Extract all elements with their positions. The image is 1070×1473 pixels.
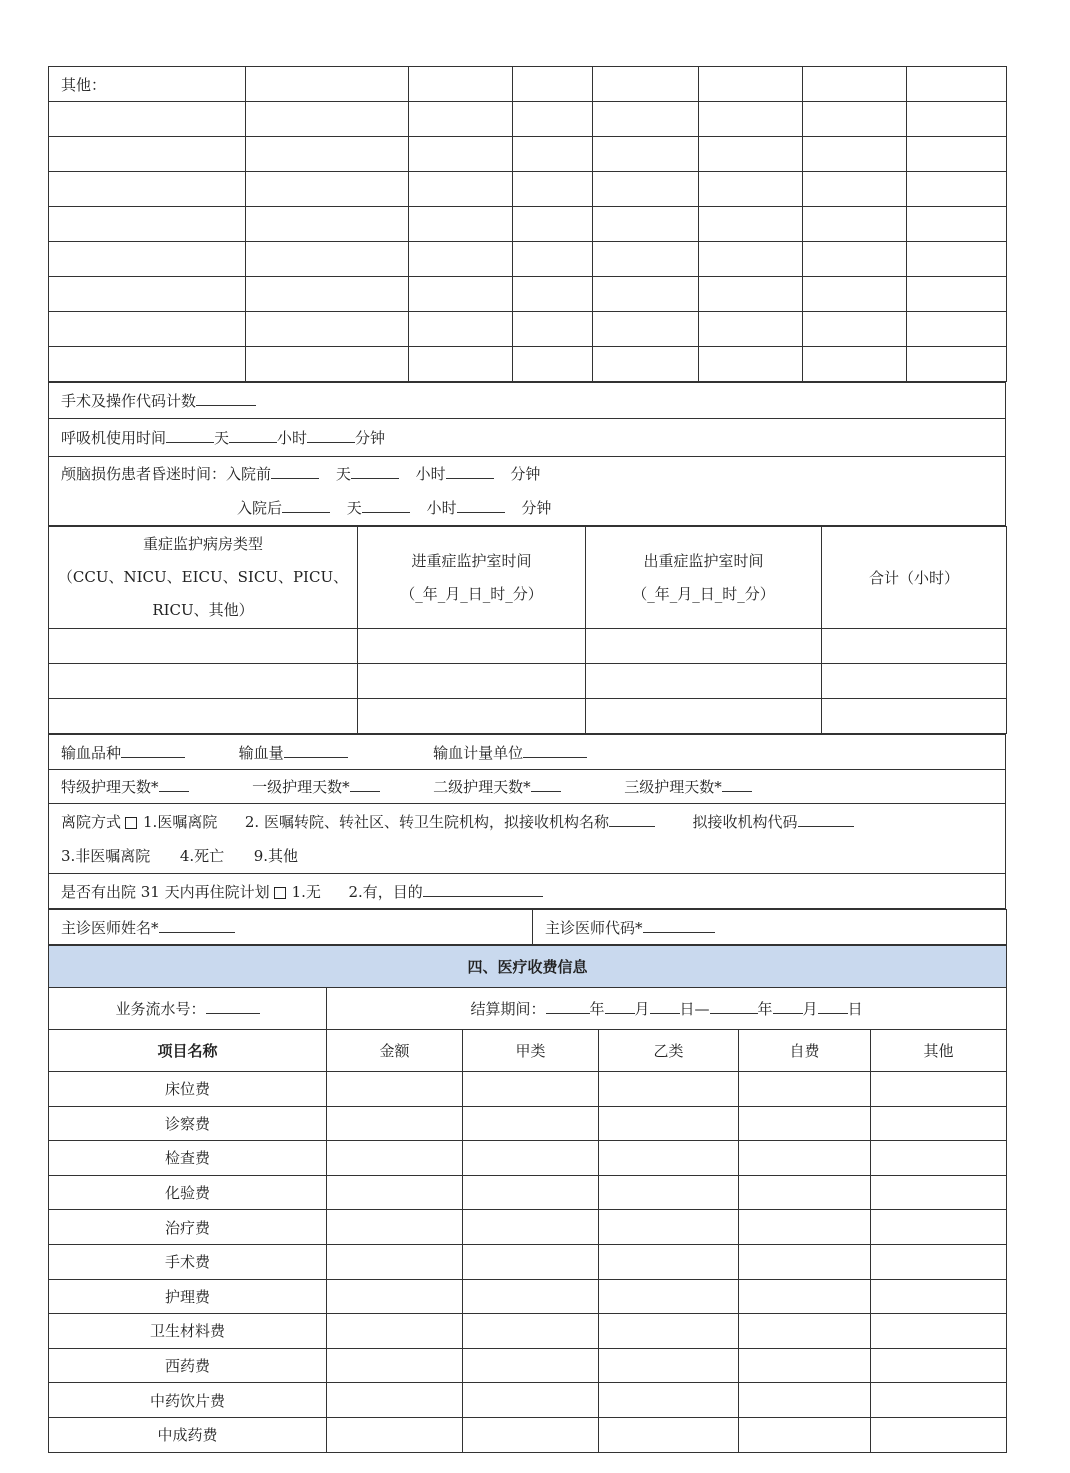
ops-cell[interactable] [907,102,1007,137]
ops-cell[interactable] [409,347,513,382]
fees-section-title: 四、医疗收费信息 [49,946,1007,988]
fee-item-row [49,1210,1007,1245]
fee-item-name: 化验费 [49,1175,327,1210]
readmit-purpose-field[interactable] [423,882,543,897]
icu-out-line2: （_年_月_日_时_分） [632,584,775,603]
ops-cell[interactable] [803,312,907,347]
fee-value-cell[interactable] [871,1141,1007,1176]
nursing-level2-label: 二级护理天数* [433,778,531,796]
coma-min-unit: 分钟 [510,465,541,483]
col-amount: 金额 [327,1030,463,1072]
fee-item-name: 床位费 [49,1072,327,1107]
fee-value-cell[interactable] [739,1279,871,1314]
ops-cell[interactable] [409,277,513,312]
fee-item-row [49,1244,1007,1279]
receiving-org-code-label: 拟接收机构代码 [692,812,798,831]
nursing-special-label: 特级护理天数* [61,778,159,796]
doctor-name-label: 主诊医师姓名* [61,918,159,937]
ops-other-row [49,67,1007,102]
fee-value-cell[interactable] [599,1244,739,1279]
doctor-name-field[interactable] [159,918,235,933]
ops-cell[interactable] [803,277,907,312]
discharge-checkbox[interactable] [125,817,137,829]
fee-value-cell[interactable] [327,1314,463,1349]
readmit-label: 是否有出院 31 天内再住院计划 [61,882,270,901]
fee-value-cell[interactable] [599,1072,739,1107]
ops-cell[interactable] [49,242,246,277]
period-end-month[interactable] [773,999,803,1014]
fee-item-name: 检查费 [49,1141,327,1176]
nursing-level3-label: 三级护理天数* [624,778,722,796]
blood-unit-field[interactable] [523,743,587,758]
discharge-opt9: 9.其他 [253,846,299,865]
fee-value-cell[interactable] [599,1106,739,1141]
readmit-row [49,874,1006,909]
ops-cell[interactable] [803,242,907,277]
code-count-label: 手术及操作代码计数 [61,392,197,410]
day-unit: 日 [679,1000,695,1018]
year-unit: 年 [757,1000,773,1018]
fee-value-cell[interactable] [463,1141,599,1176]
ventilator-min-unit: 分钟 [355,429,386,447]
ops-cell[interactable] [49,102,246,137]
serial-label: 业务流水号： [115,1000,206,1018]
ops-cell[interactable] [513,102,593,137]
fee-value-cell[interactable] [463,1417,599,1452]
ops-cell[interactable] [246,242,409,277]
fee-value-cell[interactable] [739,1141,871,1176]
coma-before-min[interactable] [446,464,494,479]
icu-in-line2: （_年_月_日_时_分） [400,584,543,603]
code-count-field[interactable] [196,391,256,406]
fee-value-cell[interactable] [599,1141,739,1176]
fee-item-name: 诊察费 [49,1106,327,1141]
fee-value-cell[interactable] [327,1141,463,1176]
coma-row [49,457,1006,526]
ops-cell[interactable] [593,242,699,277]
icu-header-row [49,527,1007,629]
coma-label: 颅脑损伤患者昏迷时间： [61,465,227,483]
ops-blank-row [49,277,1007,312]
discharge-row [49,804,1006,874]
ops-blank-row [49,137,1007,172]
nursing-special-field[interactable] [159,777,189,792]
fee-value-cell[interactable] [599,1383,739,1418]
ops-cell[interactable] [593,172,699,207]
ops-cell[interactable] [699,207,803,242]
ops-blank-row [49,172,1007,207]
ops-cell[interactable] [49,172,246,207]
ops-cell[interactable] [593,207,699,242]
ops-cell[interactable] [803,347,907,382]
fee-item-name: 手术费 [49,1244,327,1279]
fee-value-cell[interactable] [739,1106,871,1141]
icu-in-line1: 进重症监护室时间 [411,551,532,570]
fee-value-cell[interactable] [599,1314,739,1349]
readmit-yes: 2.有，目的 [348,882,423,901]
year-unit: 年 [589,1000,605,1018]
ops-cell[interactable] [246,67,409,102]
fee-value-cell[interactable] [739,1383,871,1418]
period-start-month[interactable] [605,999,635,1014]
ops-cell[interactable] [593,102,699,137]
icu-row [49,699,1007,734]
ops-cell[interactable] [699,102,803,137]
nursing-level1-label: 一级护理天数* [252,778,350,796]
fee-item-row [49,1175,1007,1210]
serial-field[interactable] [206,999,260,1014]
icu-type-line3: RICU、其他） [152,601,254,619]
fee-value-cell[interactable] [871,1244,1007,1279]
fee-value-cell[interactable] [463,1348,599,1383]
fee-value-cell[interactable] [463,1175,599,1210]
ops-cell[interactable] [907,207,1007,242]
ops-blank-row [49,242,1007,277]
ops-cell[interactable] [409,312,513,347]
month-unit: 月 [634,1000,650,1018]
fee-item-name: 中成药费 [49,1417,327,1452]
fee-value-cell[interactable] [327,1106,463,1141]
fee-item-name: 卫生材料费 [49,1314,327,1349]
fee-item-name: 治疗费 [49,1210,327,1245]
ops-cell[interactable] [409,207,513,242]
ops-cell[interactable] [699,242,803,277]
fee-item-name: 护理费 [49,1279,327,1314]
fee-item-row [49,1383,1007,1418]
fee-value-cell[interactable] [327,1417,463,1452]
blood-unit-label: 输血计量单位 [433,743,524,762]
blood-amount-field[interactable] [284,743,348,758]
col-item-name: 项目名称 [49,1030,327,1072]
coma-after-days[interactable] [282,498,330,513]
ventilator-label: 呼吸机使用时间 [61,429,167,447]
ops-cell[interactable] [513,172,593,207]
fee-value-cell[interactable] [739,1210,871,1245]
fee-item-rows [49,1072,1007,1453]
coma-after-min[interactable] [457,498,505,513]
fee-value-cell[interactable] [463,1210,599,1245]
fee-value-cell[interactable] [327,1244,463,1279]
fee-item-name: 中药饮片费 [49,1383,327,1418]
ops-cell[interactable] [246,277,409,312]
fee-value-cell[interactable] [739,1314,871,1349]
ops-cell[interactable] [907,277,1007,312]
ventilator-hours-field[interactable] [229,428,277,443]
ops-blank-row [49,312,1007,347]
ops-other-label: 其他： [49,67,246,102]
icu-type-line1: 重症监护病房类型 [142,535,263,553]
ops-cell[interactable] [803,172,907,207]
fee-value-cell[interactable] [739,1175,871,1210]
ops-cell[interactable] [593,137,699,172]
day-unit: 日 [847,1000,863,1018]
ventilator-days-field[interactable] [166,428,214,443]
ops-cell[interactable] [246,312,409,347]
icu-row [49,629,1007,664]
fees-section-header [49,946,1007,988]
fee-value-cell[interactable] [327,1348,463,1383]
doctor-code-field[interactable] [643,918,715,933]
info-table [48,382,1006,526]
ops-cell[interactable] [246,207,409,242]
blood-amount-label: 输血量 [238,743,284,762]
ops-blank-row [49,207,1007,242]
ops-cell[interactable] [246,137,409,172]
coma-before-hours[interactable] [351,464,399,479]
doctor-code-label: 主诊医师代码* [545,918,643,937]
readmit-checkbox[interactable] [274,887,286,899]
receiving-org-code-field[interactable] [798,812,854,827]
period-start-day[interactable] [650,999,680,1014]
ops-cell[interactable] [513,277,593,312]
ops-cell[interactable] [49,207,246,242]
fee-value-cell[interactable] [871,1314,1007,1349]
fee-value-cell[interactable] [871,1210,1007,1245]
period-dash: — [694,1000,710,1018]
ops-cell[interactable] [246,347,409,382]
period-start-year[interactable] [546,999,590,1014]
ops-blank-row [49,347,1007,382]
ops-cell[interactable] [513,242,593,277]
ops-cell[interactable] [49,277,246,312]
ops-cell[interactable] [907,172,1007,207]
fee-item-row [49,1314,1007,1349]
ops-cell[interactable] [513,67,593,102]
ops-cell[interactable] [593,67,699,102]
discharge-opt4: 4.死亡 [179,846,225,865]
fee-value-cell[interactable] [871,1106,1007,1141]
doctor-row [49,910,1007,945]
fee-value-cell[interactable] [327,1279,463,1314]
fee-value-cell[interactable] [463,1106,599,1141]
fee-value-cell[interactable] [327,1210,463,1245]
ops-cell[interactable] [803,67,907,102]
ops-cell[interactable] [803,207,907,242]
fee-value-cell[interactable] [599,1417,739,1452]
ops-cell[interactable] [513,312,593,347]
coma-min-unit: 分钟 [521,499,552,517]
fee-item-row [49,1141,1007,1176]
fee-value-cell[interactable] [463,1244,599,1279]
operations-table [48,66,1007,382]
fee-value-cell[interactable] [739,1244,871,1279]
ops-cell[interactable] [409,172,513,207]
fees-column-header-row [49,1030,1007,1072]
period-label: 结算期间： [470,1000,546,1018]
fee-item-row [49,1348,1007,1383]
fee-value-cell[interactable] [739,1072,871,1107]
ops-cell[interactable] [409,102,513,137]
doctor-table [48,909,1007,945]
fee-value-cell[interactable] [599,1348,739,1383]
ops-cell[interactable] [907,347,1007,382]
ops-cell[interactable] [699,67,803,102]
ops-cell[interactable] [699,137,803,172]
nursing-level2-field[interactable] [531,777,561,792]
nursing-row [49,770,1006,804]
fee-value-cell[interactable] [871,1383,1007,1418]
discharge-opt1: 1.医嘱离院 [143,812,218,831]
fees-meta-row [49,988,1007,1030]
blood-row [49,735,1006,770]
fee-item-row [49,1279,1007,1314]
fee-value-cell[interactable] [463,1383,599,1418]
fee-value-cell[interactable] [599,1279,739,1314]
fee-value-cell[interactable] [871,1072,1007,1107]
ops-cell[interactable] [593,312,699,347]
fee-item-row [49,1106,1007,1141]
fee-value-cell[interactable] [327,1175,463,1210]
fees-table [48,945,1007,1453]
fee-value-cell[interactable] [463,1279,599,1314]
icu-table [48,526,1007,734]
ops-cell[interactable] [699,347,803,382]
fee-value-cell[interactable] [327,1383,463,1418]
coma-after-label: 入院后 [237,499,283,517]
ops-cell[interactable] [409,242,513,277]
code-count-row [49,383,1006,419]
nursing-level3-field[interactable] [722,777,752,792]
nursing-level1-field[interactable] [350,777,380,792]
fee-value-cell[interactable] [871,1175,1007,1210]
fee-value-cell[interactable] [871,1348,1007,1383]
coma-after-hours[interactable] [362,498,410,513]
ventilator-day-unit: 天 [214,429,230,447]
ventilator-min-field[interactable] [307,428,355,443]
readmit-no: 1.无 [291,882,321,901]
medical-record-form [48,66,1006,1453]
col-self-pay: 自费 [739,1030,871,1072]
coma-day-unit: 天 [335,465,351,483]
coma-before-label: 入院前 [226,465,272,483]
coma-hour-unit: 小时 [415,465,446,483]
ops-blank-rows [49,102,1007,382]
ops-cell[interactable] [907,312,1007,347]
fee-value-cell[interactable] [599,1210,739,1245]
blood-type-label: 输血品种 [61,743,122,762]
receiving-org-name-field[interactable] [609,812,655,827]
fee-value-cell[interactable] [871,1417,1007,1452]
ops-cell[interactable] [593,347,699,382]
fee-item-name: 西药费 [49,1348,327,1383]
icu-type-line2: （CCU、NICU、EICU、SICU、PICU、 [57,568,349,586]
ops-cell[interactable] [49,347,246,382]
fee-value-cell[interactable] [871,1279,1007,1314]
fee-value-cell[interactable] [739,1417,871,1452]
ops-cell[interactable] [409,67,513,102]
ops-cell[interactable] [803,137,907,172]
period-end-day[interactable] [818,999,848,1014]
ops-cell[interactable] [907,137,1007,172]
blood-type-field[interactable] [121,743,185,758]
ops-cell[interactable] [699,172,803,207]
ops-cell[interactable] [409,137,513,172]
ops-cell[interactable] [246,172,409,207]
icu-total-header: 合计（小时） [822,527,1007,629]
ventilator-row [49,419,1006,457]
ops-cell[interactable] [699,312,803,347]
ops-cell[interactable] [593,277,699,312]
ops-cell[interactable] [699,277,803,312]
fee-value-cell[interactable] [463,1072,599,1107]
col-other: 其他 [871,1030,1007,1072]
col-class-a: 甲类 [463,1030,599,1072]
discharge-opt3: 3.非医嘱离院 [61,846,151,865]
discharge-label: 离院方式 [61,812,122,831]
fee-value-cell[interactable] [463,1314,599,1349]
fee-value-cell[interactable] [739,1348,871,1383]
info-table-2 [48,734,1006,909]
ops-cell[interactable] [513,137,593,172]
ops-cell[interactable] [513,347,593,382]
ops-cell[interactable] [49,312,246,347]
fee-value-cell[interactable] [599,1175,739,1210]
ops-cell[interactable] [907,242,1007,277]
ops-cell[interactable] [803,102,907,137]
ops-cell[interactable] [513,207,593,242]
month-unit: 月 [802,1000,818,1018]
ventilator-hour-unit: 小时 [277,429,308,447]
coma-before-days[interactable] [271,464,319,479]
ops-cell[interactable] [907,67,1007,102]
ops-cell[interactable] [246,102,409,137]
icu-row [49,664,1007,699]
icu-out-line1: 出重症监护室时间 [643,551,764,570]
period-end-year[interactable] [710,999,758,1014]
fee-value-cell[interactable] [327,1072,463,1107]
ops-cell[interactable] [49,137,246,172]
coma-day-unit: 天 [346,499,362,517]
coma-hour-unit: 小时 [426,499,457,517]
fee-item-row [49,1417,1007,1452]
ops-blank-row [49,102,1007,137]
fee-item-row [49,1072,1007,1107]
discharge-opt2: 2. 医嘱转院、转社区、转卫生院机构，拟接收机构名称 [244,812,609,831]
col-class-b: 乙类 [599,1030,739,1072]
